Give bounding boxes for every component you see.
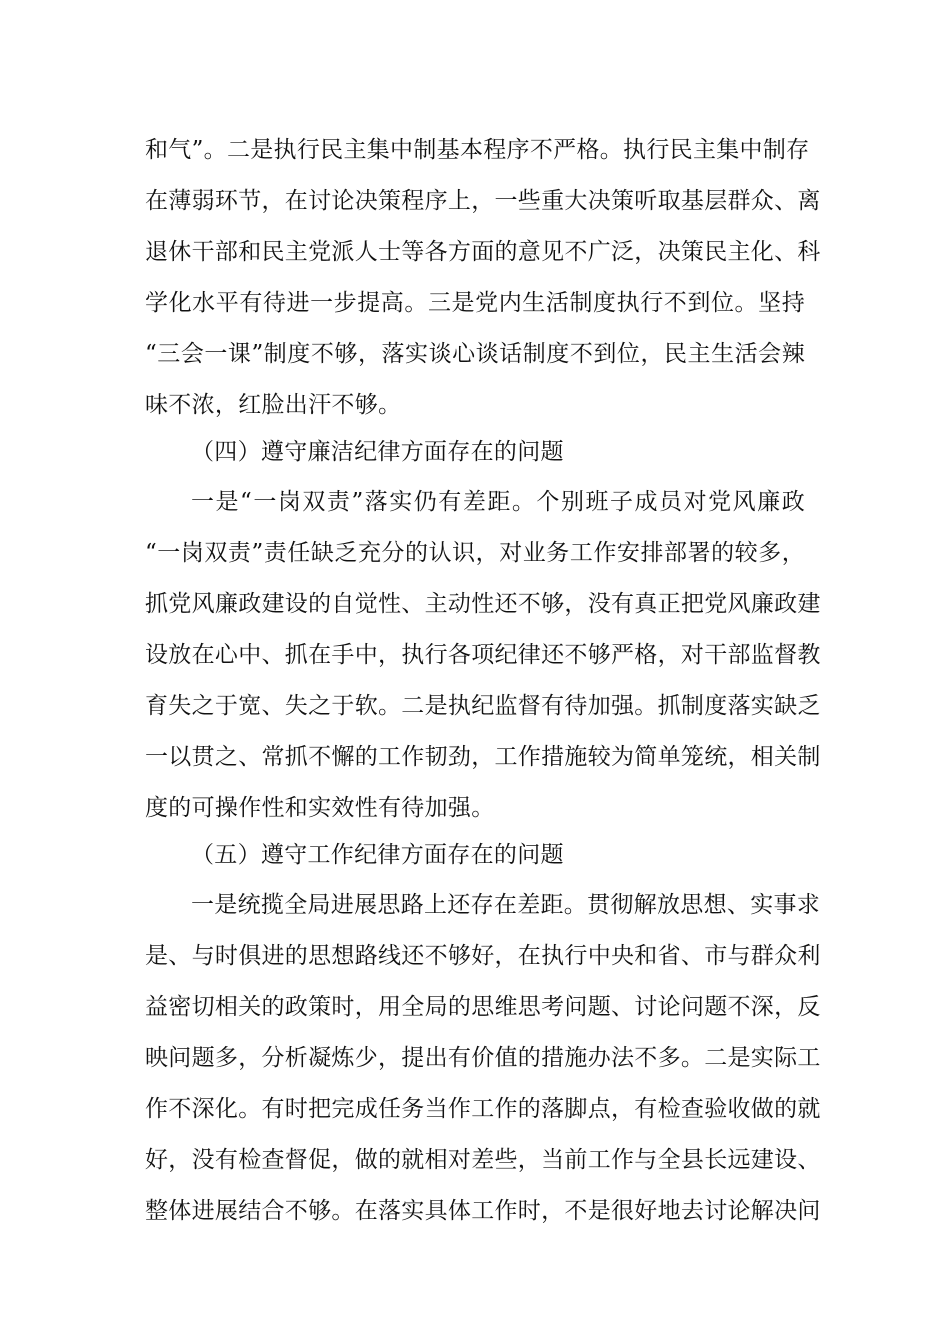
body-text-line: 是、与时俱进的思想路线还不够好，在执行中央和省、市与群众利 [145,943,821,969]
paragraph-first-line: 一是统揽全局进展思路上还存在差距。贯彻解放思想、实事求 [191,892,821,918]
body-text-line: 作不深化。有时把完成任务当作工作的落脚点，有检查验收做的就 [145,1096,821,1122]
body-text-line: 益密切相关的政策时，用全局的思维思考问题、讨论问题不深，反 [145,994,821,1020]
body-text-line: “三会一课”制度不够，落实谈心谈话制度不到位，民主生活会辣 [145,341,805,367]
body-text-line: 映问题多，分析凝炼少，提出有价值的措施办法不多。二是实际工 [145,1045,821,1071]
body-text-line: 育失之于宽、失之于软。二是执纪监督有待加强。抓制度落实缺乏 [145,693,821,719]
body-text-line: 学化水平有待进一步提高。三是党内生活制度执行不到位。坚持 [145,290,805,316]
body-text-line: 一以贯之、常抓不懈的工作韧劲，工作措施较为简单笼统，相关制 [145,744,821,770]
section-heading: （五）遵守工作纪律方面存在的问题 [191,842,564,868]
body-text-line: 味不浓，红脸出汗不够。 [145,392,402,418]
section-heading: （四）遵守廉洁纪律方面存在的问题 [191,439,564,465]
body-text-line: “一岗双责”责任缺乏充分的认识，对业务工作安排部署的较多， [145,540,805,566]
body-text-line: 退休干部和民主党派人士等各方面的意见不广泛，决策民主化、科 [145,239,821,265]
body-text-line: 在薄弱环节，在讨论决策程序上，一些重大决策听取基层群众、离 [145,188,821,214]
body-text-line: 度的可操作性和实效性有待加强。 [145,795,495,821]
body-text-line: 设放在心中、抓在手中，执行各项纪律还不够严格，对干部监督教 [145,642,821,668]
body-text-line: 和气”。二是执行民主集中制基本程序不严格。执行民主集中制存 [145,137,810,163]
body-text-line: 好，没有检查督促，做的就相对差些，当前工作与全县长远建设、 [145,1147,821,1173]
body-text-line: 整体进展结合不够。在落实具体工作时，不是很好地去讨论解决问 [145,1198,821,1224]
body-text-line: 抓党风廉政建设的自觉性、主动性还不够，没有真正把党风廉政建 [145,591,821,617]
paragraph-first-line: 一是“一岗双责”落实仍有差距。个别班子成员对党风廉政 [191,489,805,515]
